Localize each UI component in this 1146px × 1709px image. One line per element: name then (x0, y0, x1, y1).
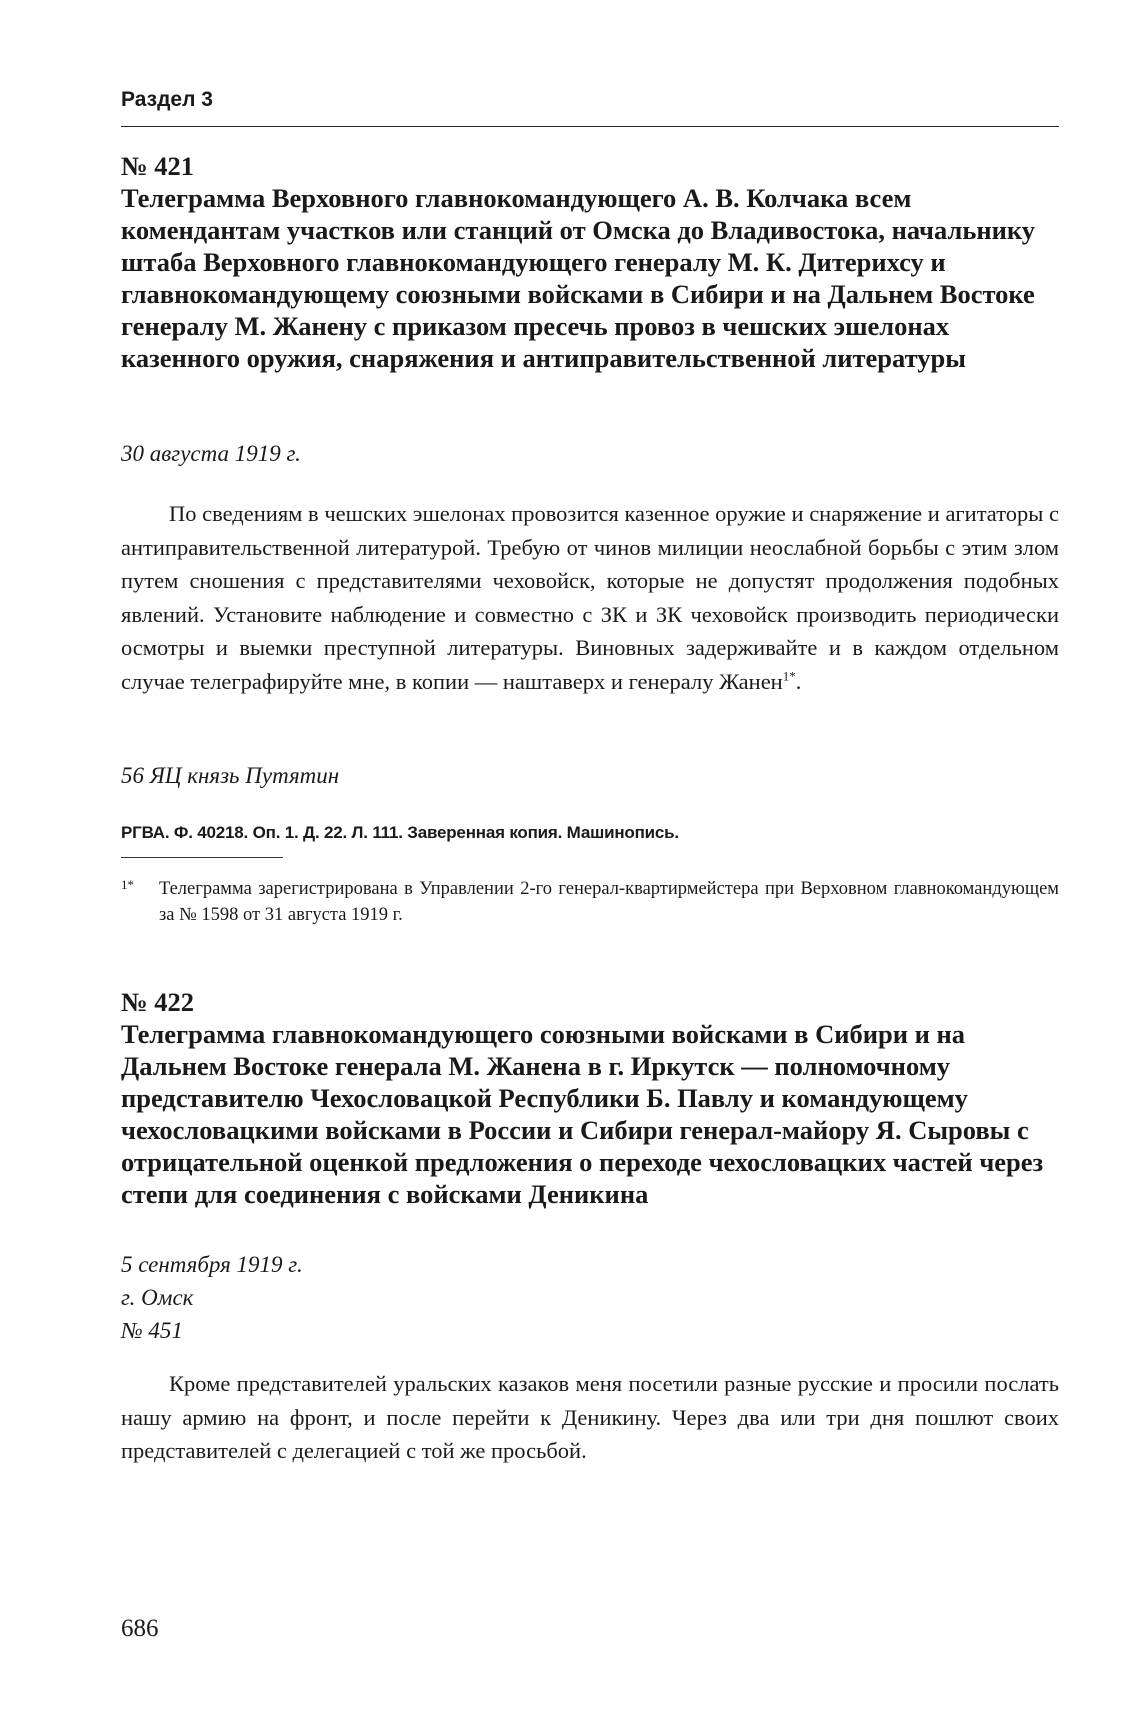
footnote-text: Телеграмма зарегистрирована в Управлении 2-го генерал-квартирмейстера при Верховном главнокомандующем за № 1598 от 31 августа 1919 г. (159, 879, 1059, 925)
doc422-title: Телеграмма главнокомандующего союзными войсками в Сибири и на Дальнем Востоке генерала М. Жанена в г. Иркутск — полномочному представителю Чехословацкой Республики Б. Павлу и командующему чехословацкими войсками в России и Сибири генерал-майору Я. Сыровы с отрицательной оценкой предложения о переходе чехословацких частей через степи для соединения с войсками Деникина (121, 1019, 1044, 1209)
doc421-date: 30 августа 1919 г. (121, 441, 301, 466)
doc421-body (121, 497, 1059, 699)
doc422-doc-number: № 451 (121, 1318, 183, 1343)
doc421-title: Телеграмма Верховного главнокомандующего А. В. Колчака всем комендантам участков или станций от Омска до Владивостока, начальнику штаба Верховного главнокомандующего генералу М. К. Дитерихсу и главнокомандующему союзными войсками в Сибири и на Дальнем Востоке генералу М. Жанену с приказом пресечь провоз в чешских эшелонах казенного оружия, снаряжения и антиправительственной литературы (121, 183, 1036, 373)
doc422-body: Кроме представителей уральских казаков меня посетили разные русские и просили послать нашу армию на фронт, и после перейти к Деникину. Через два или три дня пошлют своих представителей с делегацией с той же просьбой. (121, 1371, 1059, 1464)
page-number: 686 (121, 1615, 159, 1642)
header-rule (121, 126, 1059, 127)
section-header: Раздел 3 (121, 88, 213, 111)
doc421-signature: 56 ЯЦ князь Путятин (121, 763, 340, 788)
doc421-body-end: . (795, 668, 802, 694)
doc421-heading (121, 150, 1061, 374)
doc421-number: № 421 (121, 151, 195, 181)
doc421-archive-reference: РГВА. Ф. 40218. Оп. 1. Д. 22. Л. 111. Заверенная копия. Машинопись. (121, 823, 679, 842)
footnote-rule (121, 857, 283, 858)
doc422-date: 5 сентября 1919 г. (121, 1252, 303, 1277)
doc421-body-text: По сведениям в чешских эшелонах провозится казенное оружие и снаряжение и агитаторы с антиправительственной литературой. Требую от чинов милиции неослабной борьбы с этим злом путем сношения с представителями чеховойск, которые не допустят продолжения подобных явлений. Установите наблюдение и совместно с ЗК и ЗК чеховойск производить периодически осмотры и выемки преступной литературы. Виновных задерживайте и в каждом отдельном случае телеграфируйте мне, в копии — наштаверх и генералу Жанен (121, 501, 1059, 694)
doc422-place: г. Омск (121, 1285, 194, 1310)
doc422-number: № 422 (121, 987, 195, 1017)
doc421-footnote-ref: 1* (782, 668, 796, 684)
footnote-mark: 1* (121, 877, 134, 892)
doc422-heading (121, 986, 1061, 1210)
doc421-footnote (121, 876, 1059, 928)
